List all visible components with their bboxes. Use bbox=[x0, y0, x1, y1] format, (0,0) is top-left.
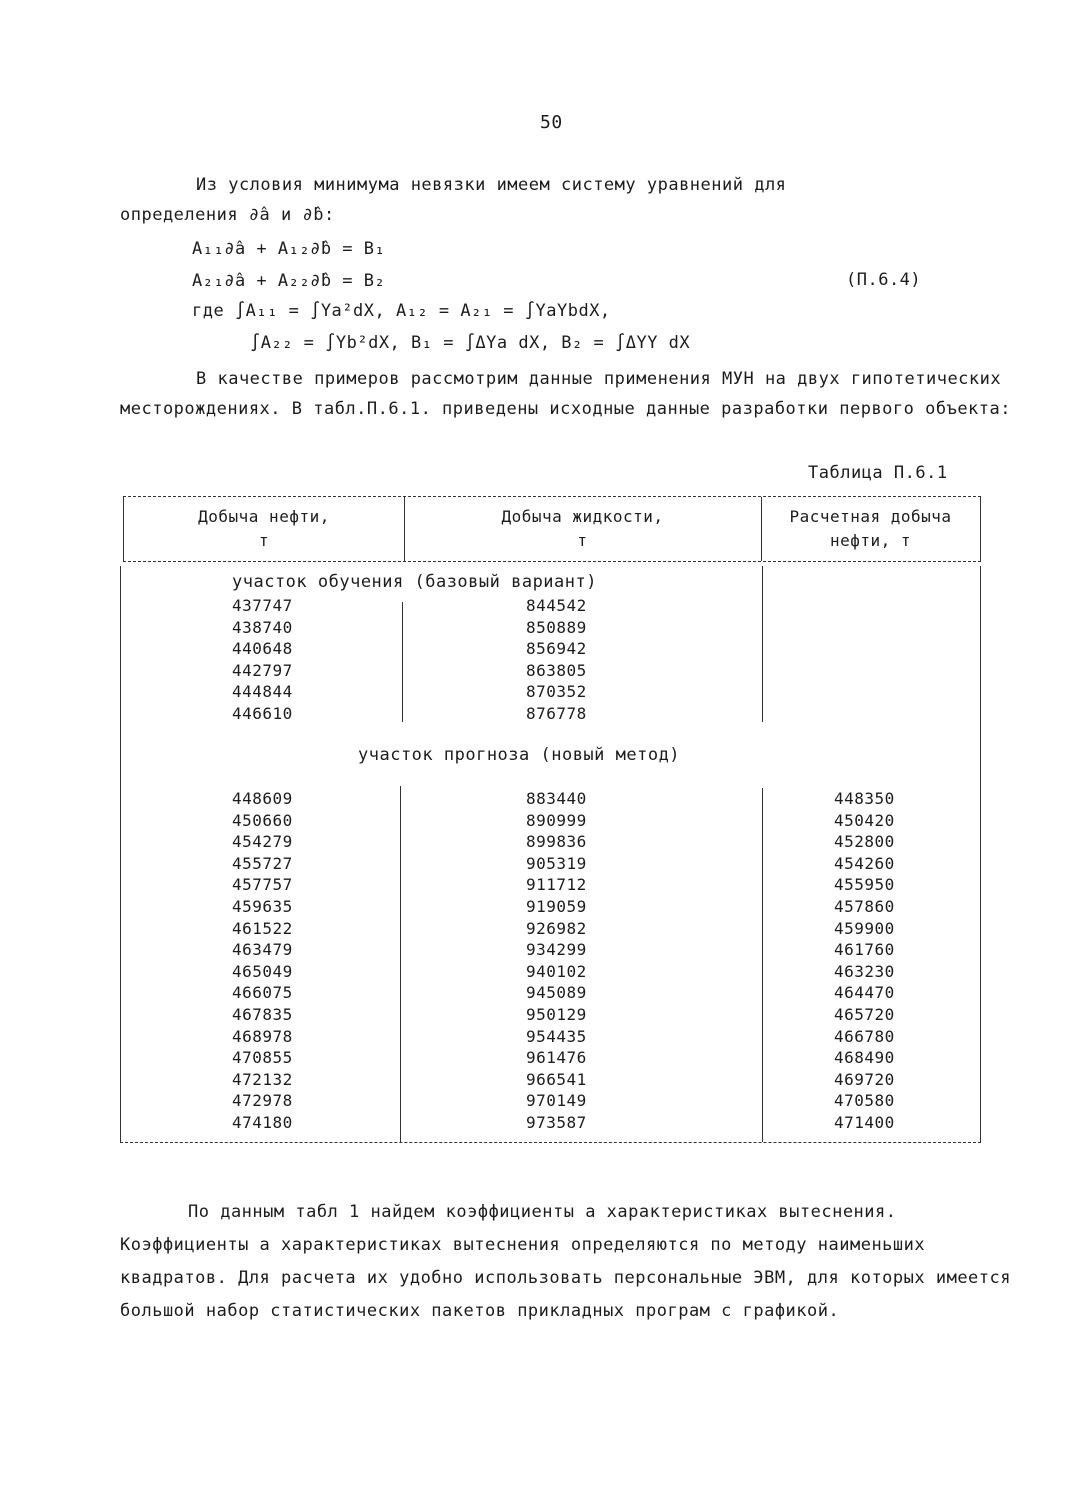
table-cell: 471400 bbox=[834, 1112, 895, 1132]
table-cell: 440648 bbox=[232, 639, 293, 659]
table-cell: 970149 bbox=[526, 1091, 587, 1111]
table-cell: 954435 bbox=[526, 1026, 587, 1046]
table-cell: 450420 bbox=[834, 810, 895, 830]
body-divider-2b bbox=[762, 788, 763, 1142]
table-cell: 883440 bbox=[526, 789, 587, 808]
table-cell: 459900 bbox=[834, 918, 895, 938]
table-cell: 934299 bbox=[526, 940, 587, 960]
paragraph-3: По данным табл 1 найдем коэффициенты а характеристиках вытеснения. Коэффициенты а характеристиках вытеснения определяются по методу наименьших квадратов. Для расчета их удобно использовать персональные ЭВМ, для которых имеется большой набор статистических пакетов прикладных програм с графикой. bbox=[120, 1202, 1011, 1321]
table-cell: 474180 bbox=[232, 1112, 293, 1132]
table-cell: 468490 bbox=[834, 1048, 895, 1068]
equation-1: A₁₁∂̂a + A₁₂∂̂b = B₁ bbox=[192, 239, 386, 259]
equation-3: где ∫A₁₁ = ∫Ya²dX, A₁₂ = A₂₁ = ∫YaYbdX, bbox=[192, 301, 611, 321]
table-cell: 465720 bbox=[834, 1004, 895, 1024]
body-divider-2a bbox=[762, 566, 763, 722]
table-cell: 966541 bbox=[526, 1069, 587, 1089]
table-cell: 890999 bbox=[526, 810, 587, 830]
table-cell: 905319 bbox=[526, 853, 587, 873]
table-cell: 454279 bbox=[232, 832, 293, 852]
intro-line-2: определения ∂̂a и ∂̂b: bbox=[120, 205, 335, 225]
paragraph-2: В качестве примеров рассмотрим данные применения МУН на двух гипотетических месторождениях. В табл.П.6.1. приведены исходные данные разработки первого объекта: bbox=[120, 369, 1011, 419]
header-liquid: Добыча жидкости, т bbox=[501, 507, 664, 550]
table-cell: 973587 bbox=[526, 1112, 587, 1132]
table-cell: 863805 bbox=[526, 660, 587, 680]
intro-line-1: Из условия минимума невязки имеем систему уравнений для bbox=[196, 175, 787, 195]
forecast-liquid-column bbox=[526, 788, 587, 1134]
equation-4: ∫A₂₂ = ∫Yb²dX, B₁ = ∫ΔYa dX, B₂ = ∫ΔYY dX bbox=[250, 333, 691, 353]
training-liquid-column bbox=[526, 595, 587, 725]
header-calc-oil: Расчетная добыча нефти, т bbox=[789, 507, 952, 550]
equation-2: A₂₁∂̂a + A₂₂∂̂b = B₂ bbox=[192, 271, 386, 291]
table-cell: 457757 bbox=[232, 875, 293, 895]
equation-label: (П.6.4) bbox=[846, 270, 922, 290]
table-cell: 470580 bbox=[834, 1091, 895, 1111]
table-cell: 850889 bbox=[526, 617, 587, 637]
table-cell: 459635 bbox=[232, 896, 293, 916]
training-oil-column bbox=[232, 595, 293, 725]
table-cell: 461522 bbox=[232, 918, 293, 938]
table-cell: 961476 bbox=[526, 1048, 587, 1068]
body-divider-1a bbox=[402, 602, 403, 722]
table-cell: 911712 bbox=[526, 875, 587, 895]
table-cell: 452800 bbox=[834, 832, 895, 852]
table-cell: 940102 bbox=[526, 961, 587, 981]
forecast-calc-column bbox=[834, 788, 895, 1134]
table-cell: 926982 bbox=[526, 918, 587, 938]
forecast-oil-column bbox=[232, 788, 293, 1134]
table-cell: 466075 bbox=[232, 983, 293, 1003]
table-cell: 444844 bbox=[232, 682, 293, 702]
table-cell: 472132 bbox=[232, 1069, 293, 1089]
table-header bbox=[123, 496, 981, 562]
table-cell: 454260 bbox=[834, 853, 895, 873]
table-cell: 467835 bbox=[232, 1004, 293, 1024]
training-section-title: участок обучения (базовый вариант) bbox=[232, 572, 597, 592]
header-oil: Добыча нефти, т bbox=[198, 507, 330, 550]
table-cell: 461760 bbox=[834, 940, 895, 960]
table-cell: 470855 bbox=[232, 1048, 293, 1068]
table-cell: 876778 bbox=[526, 703, 587, 723]
table-cell: 468978 bbox=[232, 1026, 293, 1046]
table-cell: 448350 bbox=[834, 789, 895, 808]
table-cell: 438740 bbox=[232, 617, 293, 637]
table-cell: 899836 bbox=[526, 832, 587, 852]
table-cell: 455727 bbox=[232, 853, 293, 873]
forecast-section-title: участок прогноза (новый метод) bbox=[358, 745, 681, 765]
table-cell: 472978 bbox=[232, 1091, 293, 1111]
body-divider-1b bbox=[400, 786, 401, 1142]
intro-paragraph bbox=[120, 170, 1025, 230]
table-cell: 950129 bbox=[526, 1004, 587, 1024]
table-cell: 870352 bbox=[526, 682, 587, 702]
table-cell: 464470 bbox=[834, 983, 895, 1003]
table-cell: 945089 bbox=[526, 983, 587, 1003]
table-cell: 448609 bbox=[232, 789, 293, 808]
table-cell: 442797 bbox=[232, 660, 293, 680]
table-cell: 465049 bbox=[232, 961, 293, 981]
table-cell: 446610 bbox=[232, 703, 293, 723]
table-cell: 450660 bbox=[232, 810, 293, 830]
table-cell: 455950 bbox=[834, 875, 895, 895]
page-number: 50 bbox=[540, 112, 563, 133]
table-cell: 463230 bbox=[834, 961, 895, 981]
table-caption: Таблица П.6.1 bbox=[808, 463, 948, 483]
table-cell: 844542 bbox=[526, 596, 587, 615]
table-cell: 437747 bbox=[232, 596, 293, 615]
table-cell: 463479 bbox=[232, 940, 293, 960]
table-cell: 466780 bbox=[834, 1026, 895, 1046]
table-cell: 469720 bbox=[834, 1069, 895, 1089]
table-cell: 919059 bbox=[526, 896, 587, 916]
table-cell: 856942 bbox=[526, 639, 587, 659]
table-cell: 457860 bbox=[834, 896, 895, 916]
